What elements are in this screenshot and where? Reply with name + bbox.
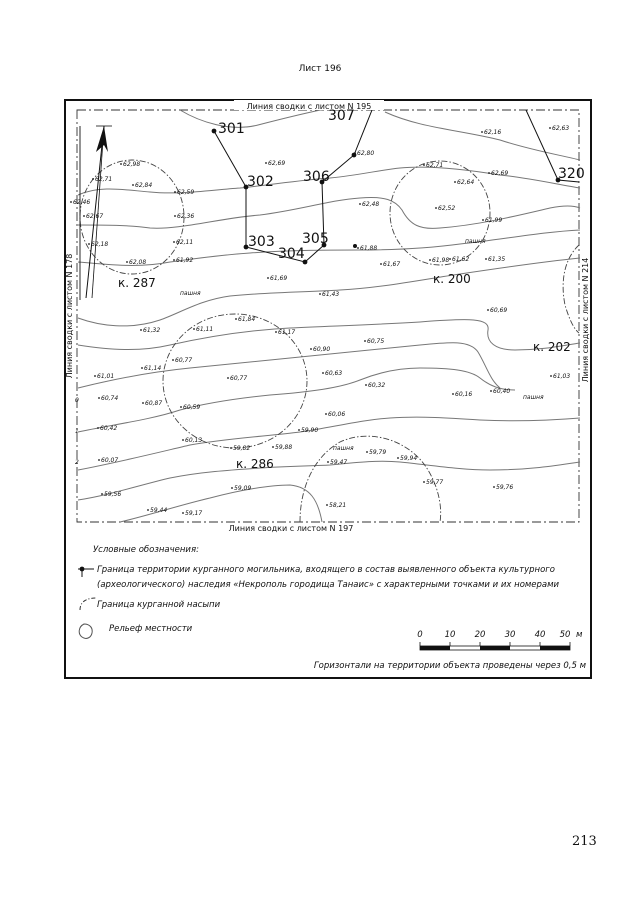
elevation-dot — [265, 162, 267, 164]
elevation-mark: 62,16 — [484, 129, 502, 136]
elevation-dot — [298, 429, 300, 431]
elevation-mark: 61,98 — [432, 257, 450, 264]
elevation-mark: 60,13 — [185, 437, 203, 444]
elevation-mark: 59,56 — [104, 491, 122, 498]
elevation-mark: 62,69 — [491, 170, 509, 177]
elevation-mark: 62,11 — [176, 239, 194, 246]
elevation-mark: 60,07 — [101, 457, 119, 464]
elevation-mark: 62,48 — [362, 201, 380, 208]
elevation-dot — [141, 367, 143, 369]
elevation-dot — [452, 393, 454, 395]
elevation-mark: 61,69 — [270, 275, 288, 282]
elevation-mark: 61,35 — [488, 256, 506, 263]
scale-tick: 50 — [559, 630, 571, 640]
elevation-dot — [173, 241, 175, 243]
elevation-dot — [142, 402, 144, 404]
point-302: 302 — [247, 174, 274, 190]
elevation-mark: 61,14 — [144, 365, 162, 372]
scale-tick: 30 — [504, 630, 516, 640]
legend-mound-text: Граница курганной насыпи — [97, 600, 221, 610]
elevation-mark: 62,80 — [357, 150, 375, 157]
elevation-dot — [485, 258, 487, 260]
elevation-dot — [173, 259, 175, 261]
kurgan-286: к. 286 — [236, 457, 274, 471]
legend-title: Условные обозначения: — [93, 545, 199, 555]
elevation-dot — [488, 172, 490, 174]
elevation-mark: 61,67 — [383, 261, 401, 268]
elevation-mark: 62,98 — [123, 161, 141, 168]
land-label: пашня — [180, 290, 201, 297]
elevation-mark: 62,18 — [91, 241, 109, 248]
elevation-dot — [490, 390, 492, 392]
elevation-dot — [380, 263, 382, 265]
legend — [78, 545, 560, 638]
elevation-mark: 59,94 — [400, 455, 418, 462]
elevation-mark: 59,44 — [150, 507, 168, 514]
elevation-mark: 59,17 — [185, 510, 203, 517]
elevation-dot — [92, 178, 94, 180]
elevation-dot — [365, 384, 367, 386]
elevation-dot — [94, 375, 96, 377]
elevation-dot — [147, 509, 149, 511]
elevation-dot — [354, 152, 356, 154]
elevation-dot — [550, 375, 552, 377]
elevation-dot — [322, 372, 324, 374]
elevation-mark: 61,17 — [278, 329, 296, 336]
mound-boundaries — [80, 160, 579, 522]
elevation-mark: 60,32 — [368, 382, 386, 389]
elevation-dot — [132, 184, 134, 186]
elevation-dot — [98, 397, 100, 399]
legend-boundary-text-2: (археологического) наследия «Некрополь городища Танаис» с характерными точками и их номерами — [97, 580, 560, 590]
elevation-mark: 60,77 — [230, 375, 248, 382]
elevation-dot — [174, 191, 176, 193]
elevation-mark: 60,63 — [325, 370, 343, 377]
elevation-mark: 61,32 — [143, 327, 161, 334]
contour-note: Горизонтали на территории объекта проведены через 0,5 м — [313, 661, 586, 671]
scale-tick: 0 — [417, 630, 423, 640]
elevation-mark: 60,06 — [328, 411, 346, 418]
legend-relief-symbol — [79, 624, 92, 638]
elevation-dot — [326, 504, 328, 506]
point-306: 306 — [303, 169, 330, 185]
elevation-mark: 60,16 — [455, 391, 473, 398]
edge-label-right: Линия сводки с листом N 214 — [581, 257, 590, 383]
elevation-mark: 59,77 — [426, 479, 444, 486]
elevation-mark: 59,09 — [234, 485, 252, 492]
land-label: пашня — [333, 445, 354, 452]
elevation-dot — [172, 359, 174, 361]
elevation-dot — [435, 207, 437, 209]
elevation-mark: 60,69 — [490, 307, 508, 314]
elevation-dot — [235, 318, 237, 320]
elevation-dot — [97, 427, 99, 429]
elevation-dot — [140, 329, 142, 331]
point-320: 320 — [558, 166, 585, 182]
legend-boundary-text-1: Граница территории курганного могильника, входящего в состав выявленного объекта культурного — [97, 565, 555, 575]
elevation-mark: 59,47 — [330, 459, 348, 466]
elevation-mark: 61,62 — [452, 256, 470, 263]
elevation-mark: 60,75 — [367, 338, 385, 345]
elevation-dot — [357, 247, 359, 249]
elevation-dot — [325, 413, 327, 415]
scale-tick: 20 — [474, 630, 486, 640]
sheet-title: Лист 196 — [298, 64, 342, 74]
point-301: 301 — [218, 121, 245, 137]
elevation-dot — [397, 457, 399, 459]
elevation-dot — [423, 481, 425, 483]
point-305: 305 — [302, 231, 329, 247]
elevation-mark: 60,74 — [101, 395, 119, 402]
elevation-mark: 62,84 — [135, 182, 153, 189]
elevation-dot — [98, 459, 100, 461]
scale-tick: 10 — [444, 630, 456, 640]
point-labels — [218, 108, 585, 262]
scale-tick: 40 — [534, 630, 546, 640]
elevation-mark: 62,69 — [268, 160, 286, 167]
elevation-dot — [449, 258, 451, 260]
elevation-dot — [482, 219, 484, 221]
elevation-mark: 62,52 — [438, 205, 456, 212]
elevation-dot — [359, 203, 361, 205]
elevation-mark: 60,87 — [145, 400, 163, 407]
elevation-dot — [364, 340, 366, 342]
elevation-mark: 62,46 — [73, 199, 91, 206]
elevation-dot — [174, 215, 176, 217]
elevation-dot — [423, 164, 425, 166]
margin-mark: 2 — [75, 459, 79, 466]
elevation-dot — [193, 328, 195, 330]
land-label: пашня — [523, 394, 544, 401]
elevation-dot — [272, 446, 274, 448]
elevation-mark: 62,59 — [177, 189, 195, 196]
elevation-dot — [231, 487, 233, 489]
elevation-mark: 59,76 — [496, 484, 514, 491]
legend-relief-text: Рельеф местности — [109, 624, 193, 634]
elevation-mark: 60,90 — [313, 346, 331, 353]
elevation-mark: 60,40 — [493, 388, 511, 395]
edge-label-top: Линия сводки с листом N 195 — [246, 102, 372, 111]
scale-bar — [417, 630, 583, 650]
elevation-dot — [454, 181, 456, 183]
legend-mound-symbol — [80, 598, 96, 610]
kurgan-200: к. 200 — [433, 272, 471, 286]
point-307: 307 — [328, 108, 355, 124]
elevation-mark: 62,08 — [129, 259, 147, 266]
point-304: 304 — [278, 246, 305, 262]
elevation-dot — [481, 131, 483, 133]
elevation-mark: 59,82 — [233, 445, 251, 452]
elevation-dot — [267, 277, 269, 279]
scale-unit: м — [576, 630, 583, 640]
elevation-mark: 61,88 — [360, 245, 378, 252]
elevation-dot — [275, 331, 277, 333]
elevation-dot — [126, 261, 128, 263]
kurgan-202: к. 202 — [533, 340, 571, 354]
elevation-mark: 61,11 — [196, 326, 214, 333]
elevation-mark: 60,59 — [183, 404, 201, 411]
elevation-mark: 62,71 — [426, 162, 444, 169]
elevation-dot — [319, 293, 321, 295]
elevation-dot — [227, 377, 229, 379]
elevation-dot — [327, 461, 329, 463]
kurgan-287: к. 287 — [118, 276, 156, 290]
elevation-mark: 61,01 — [97, 373, 115, 380]
elevation-dot — [182, 439, 184, 441]
elevation-dot — [182, 512, 184, 514]
elevation-mark: 60,77 — [175, 357, 193, 364]
elevation-dot — [429, 259, 431, 261]
elevation-dot — [88, 243, 90, 245]
elevation-dot — [230, 447, 232, 449]
point-303: 303 — [248, 234, 275, 250]
elevation-dot — [549, 127, 551, 129]
edge-label-left: Линия сводки с листом N 178 — [65, 253, 74, 379]
elevation-dot — [487, 309, 489, 311]
elevation-mark: 61,43 — [322, 291, 340, 298]
elevation-mark: 59,90 — [301, 427, 319, 434]
elevation-dot — [120, 163, 122, 165]
elevation-mark: 61,99 — [485, 217, 503, 224]
elevation-dot — [180, 406, 182, 408]
margin-mark: 0 — [75, 397, 79, 404]
elevation-mark: 61,03 — [553, 373, 571, 380]
elevation-dot — [493, 486, 495, 488]
elevation-mark: 61,84 — [238, 316, 256, 323]
elevation-dot — [70, 201, 72, 203]
elevation-mark: 62,36 — [177, 213, 195, 220]
elevation-mark: 62,67 — [86, 213, 104, 220]
elevation-mark: 58,21 — [329, 502, 347, 509]
elevation-dot — [101, 493, 103, 495]
elevation-dot — [310, 348, 312, 350]
elevation-mark: 59,79 — [369, 449, 387, 456]
elevation-mark: 62,63 — [552, 125, 570, 132]
margin-mark: 1 — [75, 428, 79, 435]
elevation-mark: 62,64 — [457, 179, 475, 186]
edge-label-bottom: Линия сводки с листом N 197 — [228, 524, 354, 533]
elevation-mark: 62,71 — [95, 176, 113, 183]
land-label: пашня — [465, 238, 486, 245]
elevation-dot — [83, 215, 85, 217]
elevation-dot — [366, 451, 368, 453]
elevation-mark: 61,92 — [176, 257, 194, 264]
elevation-mark: 59,88 — [275, 444, 293, 451]
elevation-mark: 60,42 — [100, 425, 118, 432]
page-number: 213 — [572, 834, 597, 849]
